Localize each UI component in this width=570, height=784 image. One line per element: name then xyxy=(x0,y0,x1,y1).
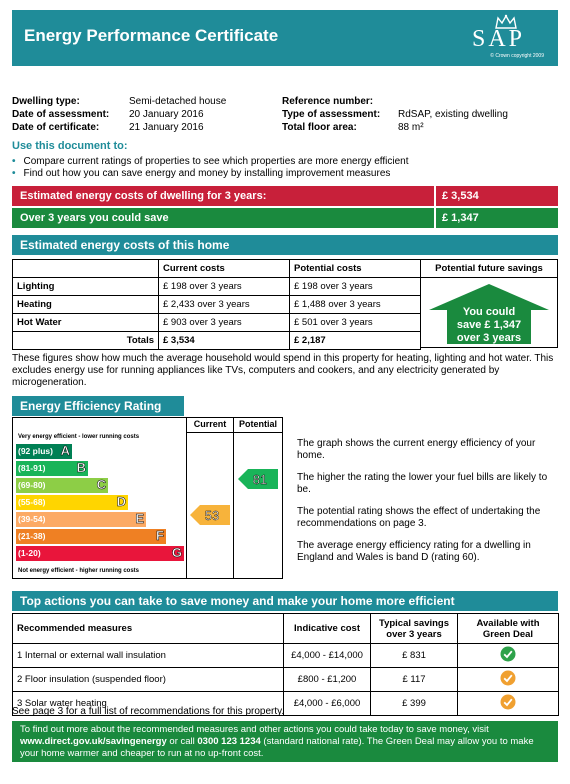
green-deal-cell xyxy=(458,668,559,692)
potential-rating-value: 81 xyxy=(252,472,268,487)
footer-or-call: or call xyxy=(166,736,198,747)
current-cost: £ 2,433 over 3 years xyxy=(159,296,290,314)
band-range: (81-91) xyxy=(18,463,46,473)
current-cost: £ 903 over 3 years xyxy=(159,314,290,332)
rating-band-e xyxy=(16,512,146,527)
costs-table xyxy=(12,259,421,350)
measure-saving: £ 399 xyxy=(371,692,458,716)
reference-number-label: Reference number: xyxy=(282,96,374,107)
footer-link[interactable]: www.direct.gov.uk/savingenergy xyxy=(20,736,167,747)
row-label: Heating xyxy=(13,296,159,314)
savings-house-icon xyxy=(427,282,551,346)
table-header: Indicative cost xyxy=(284,614,371,644)
savings-line-3: over 3 years xyxy=(456,332,522,344)
band-letter: C xyxy=(96,477,106,492)
assessment-type-value: RdSAP, existing dwelling xyxy=(398,109,508,120)
table-header xyxy=(13,260,159,278)
table-header: Typical savings over 3 years xyxy=(371,614,458,644)
measure-saving: £ 831 xyxy=(371,644,458,668)
actions-section-title: Top actions you can take to save money and make your home more efficient xyxy=(12,591,558,611)
footer-text-rest: (standard national rate). The Green Deal may allow you to make your home warmer and cheaper to run at no up-front cost. xyxy=(20,736,534,759)
sap-logo xyxy=(468,14,544,62)
scale-bottom-note: Not energy efficient - higher running costs xyxy=(18,568,140,574)
measure-saving: £ 117 xyxy=(371,668,458,692)
row-label: Hot Water xyxy=(13,314,159,332)
potential-column-header: Potential xyxy=(234,419,282,433)
saving-label: Over 3 years you could save xyxy=(20,212,169,224)
column-divider xyxy=(233,417,234,579)
assessment-type-label: Type of assessment: xyxy=(282,109,381,120)
actions-table xyxy=(12,613,559,716)
estimated-cost-label: Estimated energy costs of dwelling for 3 years: xyxy=(20,190,267,202)
table-header-row xyxy=(13,260,421,278)
use-document-title: Use this document to: xyxy=(12,140,128,152)
potential-savings-box xyxy=(420,259,558,348)
rating-band-f xyxy=(16,529,166,544)
estimated-cost-value: £ 3,534 xyxy=(434,186,558,206)
table-row xyxy=(13,314,421,332)
dwelling-type-label: Dwelling type: xyxy=(12,96,80,107)
check-circle-icon xyxy=(500,646,516,662)
certificate-date-label: Date of certificate: xyxy=(12,122,100,133)
page-title: Energy Performance Certificate xyxy=(24,26,279,45)
table-header: Current costs xyxy=(159,260,290,278)
sap-logo-text: SAP xyxy=(472,26,526,52)
totals-current: £ 3,534 xyxy=(159,332,290,350)
costs-note: These figures show how much the average household would spend in this property for heating, lighting and hot water. This excludes energy use for running appliances like TVs, computers and cookers, and any electricity generated by microgeneration. xyxy=(12,353,554,388)
recommendations-note: See page 3 for a full list of recommendations for this property. xyxy=(12,706,285,717)
measure-name: 1 Internal or external wall insulation xyxy=(13,644,284,668)
measure-cost: £800 - £1,200 xyxy=(284,668,371,692)
saving-value: £ 1,347 xyxy=(434,208,558,228)
floor-area-value: 88 m² xyxy=(398,122,424,133)
current-rating-arrow xyxy=(190,505,230,525)
use-bullet: • Compare current ratings of properties to see which properties are more energy efficient xyxy=(12,156,409,167)
estimated-cost-bar xyxy=(12,186,558,206)
table-row xyxy=(13,668,559,692)
measure-name: 3 Solar water heating xyxy=(13,692,284,716)
measure-cost: £4,000 - £6,000 xyxy=(284,692,371,716)
dwelling-type-value: Semi-detached house xyxy=(129,96,227,107)
band-range: (21-38) xyxy=(18,531,46,541)
footer-info xyxy=(12,721,558,762)
column-divider xyxy=(186,417,187,579)
current-rating-value: 53 xyxy=(204,508,220,523)
band-letter: A xyxy=(60,443,70,458)
band-range: (55-68) xyxy=(18,497,46,507)
table-header: Potential costs xyxy=(290,260,421,278)
measure-name: 2 Floor insulation (suspended floor) xyxy=(13,668,284,692)
savings-line-1: You could xyxy=(462,306,516,318)
potential-cost: £ 198 over 3 years xyxy=(290,278,421,296)
band-letter: F xyxy=(156,528,164,543)
table-header: Recommended measures xyxy=(13,614,284,644)
table-row xyxy=(13,644,559,668)
band-range: (69-80) xyxy=(18,480,46,490)
potential-cost: £ 501 over 3 years xyxy=(290,314,421,332)
footer-text: To find out more about the recommended measures and other actions you could take today to save money, visit xyxy=(20,724,489,735)
rating-description: The potential rating shows the effect of undertaking the recommendations on page 3. xyxy=(297,506,541,529)
potential-savings-header: Potential future savings xyxy=(421,260,557,278)
totals-row xyxy=(13,332,421,350)
row-label: Lighting xyxy=(13,278,159,296)
rating-description: The average energy efficiency rating for a dwelling in England and Wales is band D (rating 60). xyxy=(297,540,531,563)
totals-label: Totals xyxy=(13,332,159,350)
rating-description: The graph shows the current energy efficiency of your home. xyxy=(297,438,536,461)
table-row xyxy=(13,278,421,296)
assessment-date-label: Date of assessment: xyxy=(12,109,110,120)
use-bullet: • Find out how you can save energy and money by installing improvement measures xyxy=(12,168,390,179)
rating-band-d xyxy=(16,495,128,510)
current-cost: £ 198 over 3 years xyxy=(159,278,290,296)
rating-band-g xyxy=(16,546,184,561)
current-column-header: Current xyxy=(187,419,233,433)
footer-phone: 0300 123 1234 xyxy=(197,736,261,747)
table-header: Available with Green Deal xyxy=(458,614,559,644)
band-letter: D xyxy=(116,494,126,509)
floor-area-label: Total floor area: xyxy=(282,122,357,133)
rating-band-c xyxy=(16,478,108,493)
band-range: (39-54) xyxy=(18,514,46,524)
saving-bar xyxy=(12,208,558,228)
band-letter: B xyxy=(76,460,86,475)
totals-potential: £ 2,187 xyxy=(290,332,421,350)
savings-line-2: save £ 1,347 xyxy=(456,319,522,331)
potential-rating-arrow xyxy=(238,469,278,489)
band-range: (92 plus) xyxy=(18,446,53,456)
rating-band-b xyxy=(16,461,88,476)
green-deal-cell xyxy=(458,644,559,668)
check-circle-icon xyxy=(500,670,516,686)
costs-section-title: Estimated energy costs of this home xyxy=(12,235,558,255)
certificate-date-value: 21 January 2016 xyxy=(129,122,204,133)
epc-header xyxy=(12,10,558,66)
table-header-row xyxy=(13,614,559,644)
rating-band-a xyxy=(16,444,72,459)
rating-section-title: Energy Efficiency Rating xyxy=(12,396,184,416)
scale-top-note: Very energy efficient - lower running costs xyxy=(18,434,140,440)
measure-cost: £4,000 - £14,000 xyxy=(284,644,371,668)
potential-cost: £ 1,488 over 3 years xyxy=(290,296,421,314)
band-letter: G xyxy=(171,545,182,560)
table-row xyxy=(13,296,421,314)
rating-description: The higher the rating the lower your fuel bills are likely to be. xyxy=(297,472,548,495)
crown-copyright: © Crown copyright 2009 xyxy=(490,53,544,59)
band-letter: E xyxy=(135,511,144,526)
band-range: (1-20) xyxy=(18,548,41,558)
assessment-date-value: 20 January 2016 xyxy=(129,109,204,120)
